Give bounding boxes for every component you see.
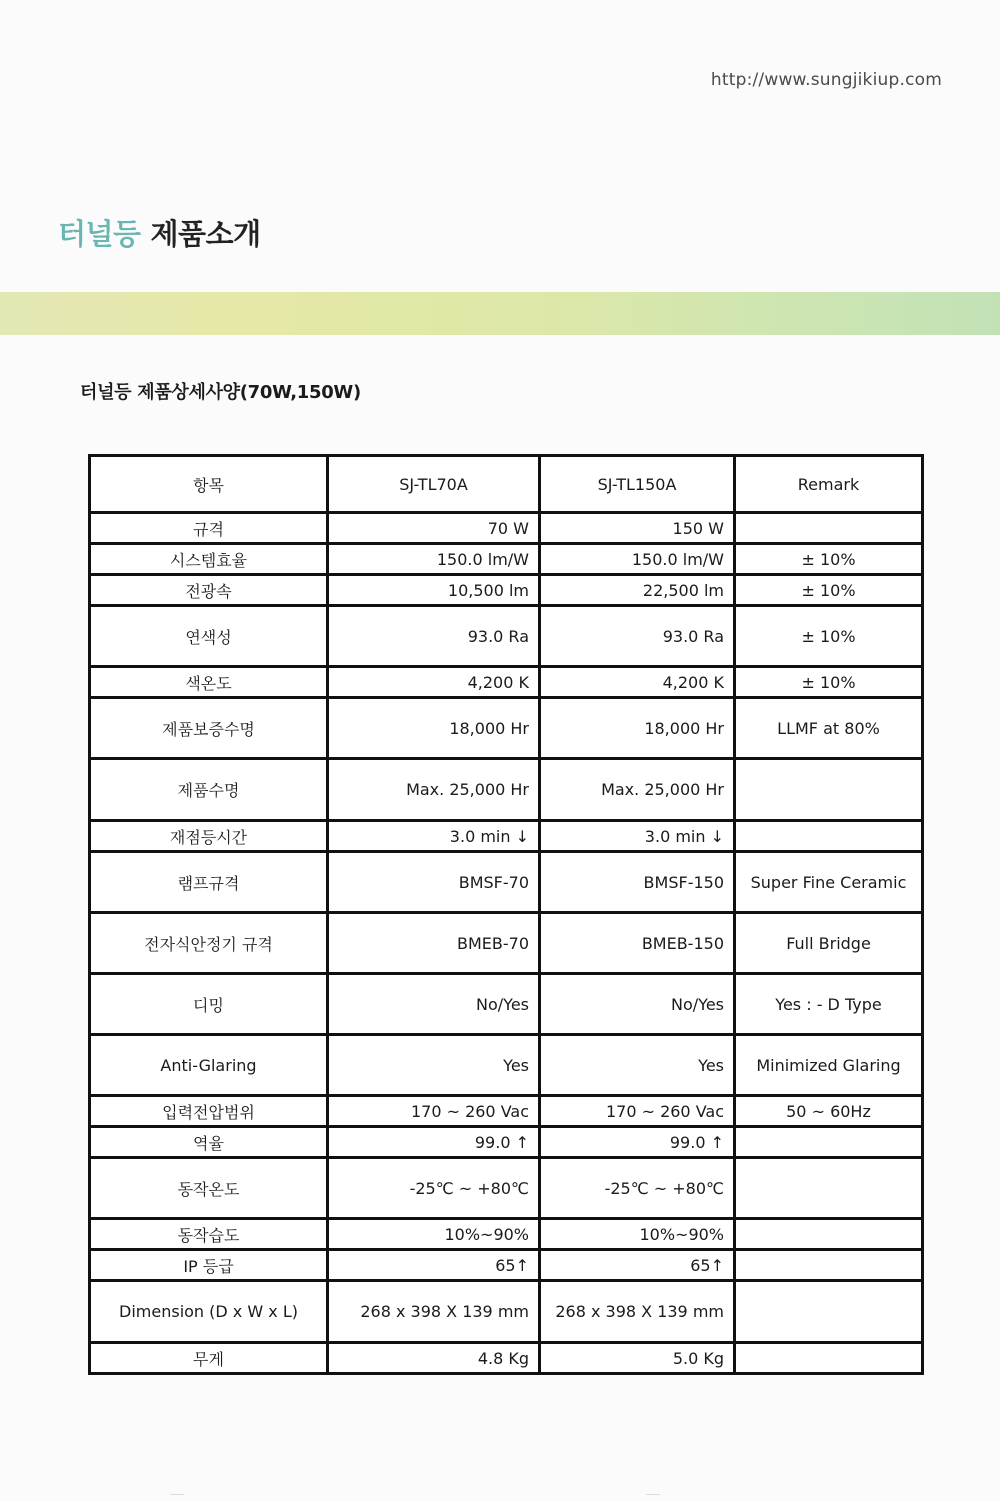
- row-label: Anti-Glaring: [90, 1035, 328, 1096]
- row-remark: Full Bridge: [735, 913, 923, 974]
- site-url[interactable]: http://www.sungjikiup.com: [710, 70, 942, 90]
- spec-row-color-temperature: [90, 667, 923, 698]
- row-label: 입력전압범위: [90, 1096, 328, 1127]
- row-value-a: 10,500 lm: [328, 575, 540, 606]
- row-label: 디밍: [90, 974, 328, 1035]
- row-remark: [735, 513, 923, 544]
- row-value-b: 5.0 Kg: [540, 1343, 735, 1374]
- header-model-b: SJ-TL150A: [540, 456, 735, 513]
- spec-row-ballast-spec: [90, 913, 923, 974]
- row-remark: [735, 1158, 923, 1219]
- row-label: 연색성: [90, 606, 328, 667]
- row-label: 전자식안정기 규격: [90, 913, 328, 974]
- spec-row-dimming: [90, 974, 923, 1035]
- row-label: 전광속: [90, 575, 328, 606]
- row-value-a: 10%~90%: [328, 1219, 540, 1250]
- row-label: 규격: [90, 513, 328, 544]
- row-value-a: 4.8 Kg: [328, 1343, 540, 1374]
- page-title: [58, 212, 261, 253]
- row-remark: Minimized Glaring: [735, 1035, 923, 1096]
- row-label: 무게: [90, 1343, 328, 1374]
- row-value-a: 170 ~ 260 Vac: [328, 1096, 540, 1127]
- row-value-a: Yes: [328, 1035, 540, 1096]
- row-value-a: No/Yes: [328, 974, 540, 1035]
- row-value-a: 150.0 lm/W: [328, 544, 540, 575]
- spec-row-input-voltage: [90, 1096, 923, 1127]
- row-remark: [735, 1343, 923, 1374]
- row-label: IP 등급: [90, 1250, 328, 1281]
- row-value-b: Yes: [540, 1035, 735, 1096]
- spec-row-product-life: [90, 759, 923, 821]
- spec-row-system-efficiency: [90, 544, 923, 575]
- spec-row-ip-rating: [90, 1250, 923, 1281]
- page-title-accent: 터널등: [58, 217, 141, 251]
- row-remark: [735, 1250, 923, 1281]
- row-remark: [735, 1219, 923, 1250]
- spec-row-color-rendering: [90, 606, 923, 667]
- row-label: Dimension (D x W x L): [90, 1281, 328, 1343]
- row-value-b: 3.0 min ↓: [540, 821, 735, 852]
- row-value-a: BMSF-70: [328, 852, 540, 913]
- spec-row-anti-glaring: [90, 1035, 923, 1096]
- row-remark: [735, 1127, 923, 1158]
- row-value-a: 3.0 min ↓: [328, 821, 540, 852]
- row-remark: Yes : - D Type: [735, 974, 923, 1035]
- row-value-b: No/Yes: [540, 974, 735, 1035]
- row-value-a: 93.0 Ra: [328, 606, 540, 667]
- spec-row-lamp-spec: [90, 852, 923, 913]
- row-label: 동작온도: [90, 1158, 328, 1219]
- row-value-b: -25℃ ~ +80℃: [540, 1158, 735, 1219]
- row-value-b: 150.0 lm/W: [540, 544, 735, 575]
- row-remark: LLMF at 80%: [735, 698, 923, 759]
- row-value-a: 65↑: [328, 1250, 540, 1281]
- spec-row-power-factor: [90, 1127, 923, 1158]
- row-remark: ± 10%: [735, 606, 923, 667]
- row-value-b: 22,500 lm: [540, 575, 735, 606]
- spec-row-warranty-life: [90, 698, 923, 759]
- row-value-b: BMSF-150: [540, 852, 735, 913]
- row-value-b: 99.0 ↑: [540, 1127, 735, 1158]
- row-label: 재점등시간: [90, 821, 328, 852]
- row-value-b: BMEB-150: [540, 913, 735, 974]
- row-value-b: Max. 25,000 Hr: [540, 759, 735, 821]
- row-value-a: Max. 25,000 Hr: [328, 759, 540, 821]
- row-value-b: 93.0 Ra: [540, 606, 735, 667]
- spec-row-operating-humidity: [90, 1219, 923, 1250]
- row-remark: ± 10%: [735, 575, 923, 606]
- spec-table-header-row: [90, 456, 923, 513]
- row-label: 제품수명: [90, 759, 328, 821]
- row-value-b: 268 x 398 X 139 mm: [540, 1281, 735, 1343]
- row-label: 역율: [90, 1127, 328, 1158]
- gradient-banner: [0, 292, 1000, 335]
- row-remark: [735, 821, 923, 852]
- spec-row-restrike-time: [90, 821, 923, 852]
- spec-row-operating-temperature: [90, 1158, 923, 1219]
- row-label: 램프규격: [90, 852, 328, 913]
- page-title-main: 제품소개: [150, 217, 261, 251]
- row-value-a: 4,200 K: [328, 667, 540, 698]
- section-title: 터널등 제품상세사양(70W,150W): [80, 382, 361, 403]
- row-label: 색온도: [90, 667, 328, 698]
- row-remark: Super Fine Ceramic: [735, 852, 923, 913]
- header-remark: Remark: [735, 456, 923, 513]
- row-value-b: 65↑: [540, 1250, 735, 1281]
- row-value-a: 18,000 Hr: [328, 698, 540, 759]
- row-label: 시스템효율: [90, 544, 328, 575]
- spec-table: [88, 454, 924, 1375]
- row-label: 동작습도: [90, 1219, 328, 1250]
- row-remark: [735, 1281, 923, 1343]
- row-value-b: 4,200 K: [540, 667, 735, 698]
- row-value-b: 170 ~ 260 Vac: [540, 1096, 735, 1127]
- spec-row-luminous-flux: [90, 575, 923, 606]
- row-value-a: BMEB-70: [328, 913, 540, 974]
- row-value-a: 70 W: [328, 513, 540, 544]
- row-remark: ± 10%: [735, 544, 923, 575]
- row-value-a: -25℃ ~ +80℃: [328, 1158, 540, 1219]
- row-value-a: 268 x 398 X 139 mm: [328, 1281, 540, 1343]
- row-remark: ± 10%: [735, 667, 923, 698]
- row-remark: 50 ~ 60Hz: [735, 1096, 923, 1127]
- spec-row-dimension: [90, 1281, 923, 1343]
- row-value-b: 18,000 Hr: [540, 698, 735, 759]
- row-value-b: 150 W: [540, 513, 735, 544]
- spec-row-weight: [90, 1343, 923, 1374]
- row-remark: [735, 759, 923, 821]
- row-value-b: 10%~90%: [540, 1219, 735, 1250]
- header-item: 항목: [90, 456, 328, 513]
- header-model-a: SJ-TL70A: [328, 456, 540, 513]
- row-value-a: 99.0 ↑: [328, 1127, 540, 1158]
- row-label: 제품보증수명: [90, 698, 328, 759]
- spec-row-rating: [90, 513, 923, 544]
